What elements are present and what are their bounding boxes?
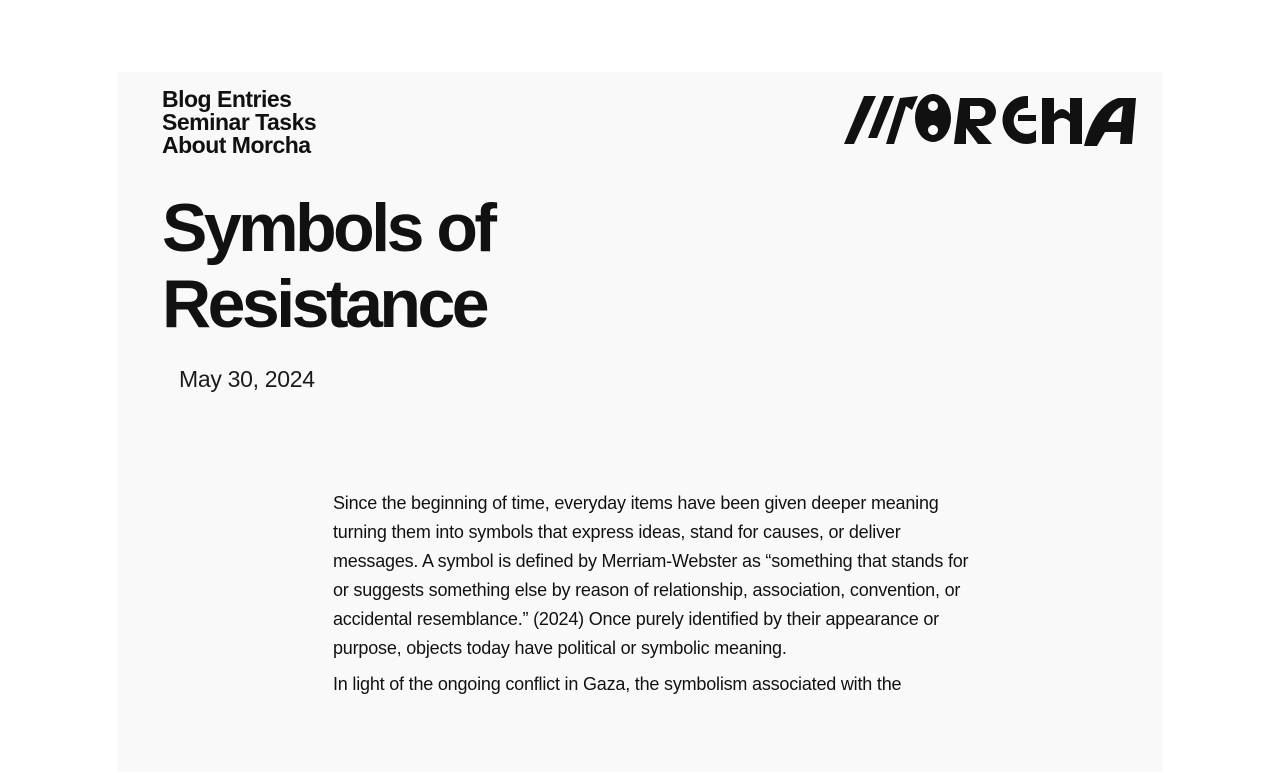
- article-title: [162, 190, 582, 342]
- nav-link-about-morcha[interactable]: About Morcha: [162, 132, 311, 158]
- article-title-line-1: Symbols of: [162, 190, 494, 266]
- article-body: [333, 489, 973, 706]
- nav-link-blog-entries[interactable]: Blog Entries: [162, 86, 292, 112]
- article-title-line-2: Resistance: [162, 266, 487, 342]
- nav-link-seminar-tasks[interactable]: Seminar Tasks: [162, 109, 317, 135]
- article-date: May 30, 2024: [179, 366, 315, 392]
- morcha-logo[interactable]: [842, 88, 1138, 150]
- article-paragraph: Since the beginning of time, everyday items have been given deeper meaning turning them into symbols that express ideas, stand for causes, or deliver messages. A symbol is defined by Merriam-Webster as “something that stands for or suggests something else by reason of relationship, association, convention, or accidental resemblance.” (2024) Once purely identified by their appearance or purpose, objects today have political or symbolic meaning.: [333, 493, 969, 658]
- article-paragraph: In light of the ongoing conflict in Gaza, the symbolism associated with the: [333, 674, 902, 694]
- main-nav: [162, 88, 316, 157]
- morcha-logo-graphic: [842, 88, 1138, 150]
